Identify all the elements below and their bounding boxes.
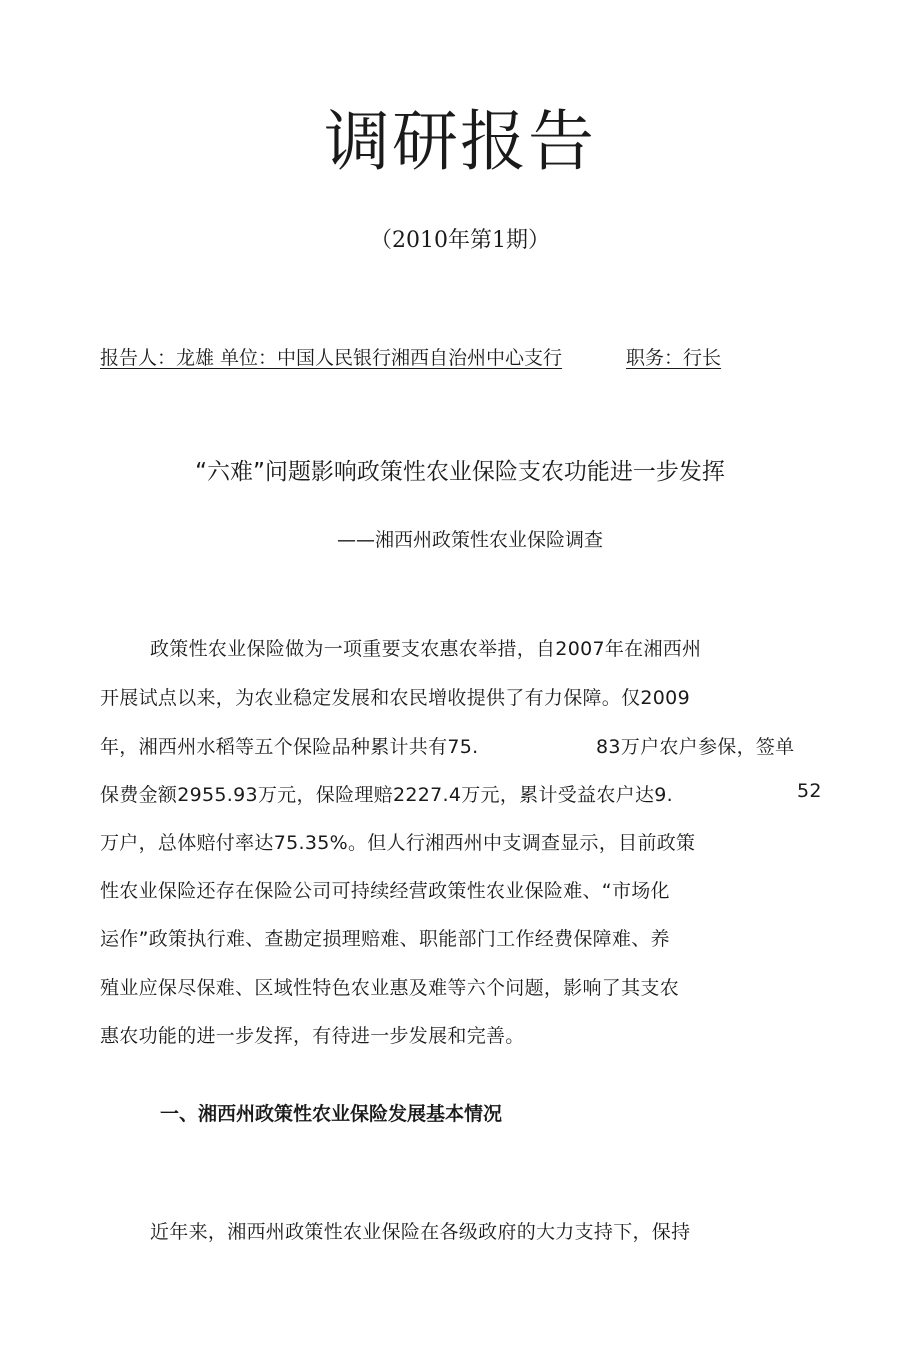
reporter-unit: 报告人：龙雄 单位：中国人民银行湘西自治州中心支行 [100,347,563,369]
paragraph1-line3b: 83万户农户参保，签单 [596,736,795,758]
paragraph1-line4b: 52 [797,780,822,802]
paragraph1-line3a: 年，湘西州水稻等五个保险品种累计共有75. [100,736,479,758]
paragraph1-line8: 殖业应保尽保难、区域性特色农业惠及难等六个问题，影响了其支农 [100,977,680,999]
article-subtitle: ——湘西州政策性农业保险调查 [336,529,603,551]
reporter-line [100,343,721,370]
paragraph1-line4a: 保费金额2955.93万元，保险理赔2227.4万元，累计受益农户达9. [100,784,673,806]
reporter-position: 职务：行长 [626,347,722,369]
section1-line1: 近年来，湘西州政策性农业保险在各级政府的大力支持下，保持 [150,1221,691,1243]
paragraph1-line2: 开展试点以来，为农业稳定发展和农民增收提供了有力保障。仅2009 [100,687,690,709]
document-title: 调研报告 [324,103,596,180]
paragraph1-line1: 政策性农业保险做为一项重要支农惠农举措，自2007年在湘西州 [150,638,702,660]
paragraph1-line6: 性农业保险还存在保险公司可持续经营政策性农业保险难、“市场化 [100,880,670,902]
issue-number: （2010年第1期） [370,228,550,253]
section-heading: 一、湘西州政策性农业保险发展基本情况 [160,1103,503,1125]
paragraph1-line5: 万户，总体赔付率达75.35%。但人行湘西州中支调查显示，目前政策 [100,832,696,854]
article-title: “六难”问题影响政策性农业保险支农功能进一步发挥 [195,459,725,485]
paragraph1-line9: 惠农功能的进一步发挥，有待进一步发展和完善。 [100,1025,525,1047]
paragraph1-line7: 运作”政策执行难、查勘定损理赔难、职能部门工作经费保障难、养 [100,928,670,950]
